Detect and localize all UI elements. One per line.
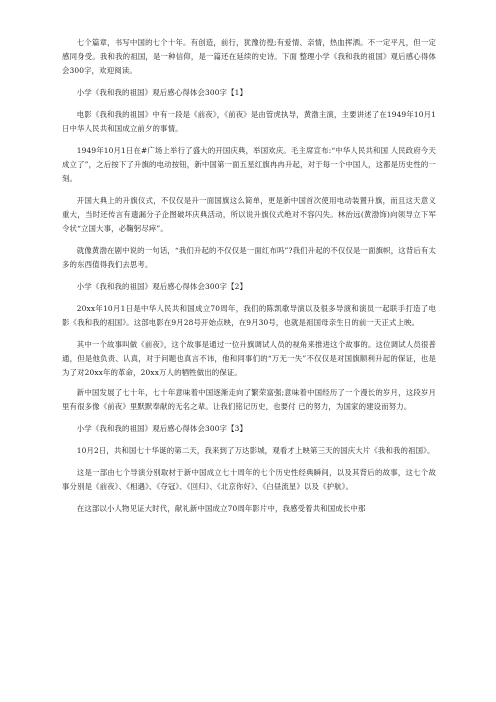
intro-paragraph: 七个篇章，书写中国的七个十年。有创造，前行，犹豫彷徨;有爱情、亲情，热血挥洒。不一定平凡，但一定感同身受。我和我的祖国，是一种信仰，是一篇还在延续的史诗。下面 整理小学《我和我的祖国》观后感心得体会300字，欢迎阅读。 bbox=[62, 38, 436, 75]
section-2-heading: 小学《我和我的祖国》观后感心得体会300字【2】 bbox=[76, 282, 248, 291]
section-1-heading: 小学《我和我的祖国》观后感心得体会300字【1】 bbox=[76, 88, 248, 97]
section-3-paragraph-2: 这是一部由七个导演分别取材于新中国成立七十周年的七个历史性经典瞬间，以及其背后的故事，这七个故事分别是《前夜》、《相遇》、《夺冠》、《回归》、《北京你好》、《白昼流星》以及《护航》。 bbox=[62, 468, 436, 491]
section-3-paragraph-3: 在这部以小人物见证大时代，献礼新中国成立70周年影片中，我感受着共和国成长中那 bbox=[76, 504, 366, 513]
section-1-paragraph-2: 1949年10月1日在#广场上举行了盛大的开国庆典，举国欢庆。毛主席宣布:“中华人民共和国 人民政府今天成立了”，之后按下了升旗的电动按钮，新中国第一面五星红旗冉冉升起，对于每一个中国人，这都是历史性的一刻。 bbox=[62, 146, 436, 183]
document-page bbox=[62, 36, 436, 524]
section-1-paragraph-1: 电影《我和我的祖国》中有一段是《前夜》，《前夜》是由管虎执导，黄渤主演，主要讲述了在1949年10月1日中华人民共和国成立前夕的事情。 bbox=[62, 110, 436, 133]
section-2-paragraph-3: 新中国发展了七十年，七十年意味着中国逐渐走向了繁荣富强;意味着中国经历了一个漫长的岁月，这段岁月里有很多像《前夜》里默默奉献的无名之辈。让我们铭记历史，也要付 已的努力，为国家的建设而努力。 bbox=[62, 388, 436, 411]
section-1-paragraph-4: 就像黄渤在剧中说的一句话，“我们升起的不仅仅是一面红布吗”?我们升起的不仅仅是一面旗帜，这背后有太多的东西值得我们去思考。 bbox=[62, 246, 436, 269]
section-3-paragraph-1: 10月2日，共和国七十华诞的第二天，我来到了万达影城，观看才上映第三天的国庆大片《我和我的祖国》。 bbox=[76, 446, 435, 455]
section-3-heading: 小学《我和我的祖国》观后感心得体会300字【3】 bbox=[76, 424, 248, 433]
section-1-paragraph-3: 开国大典上的升旗仪式，不仅仅是升一面国旗这么简单，更是新中国首次使用电动装置升旗，而且这天意义重大，当时还传言有遗漏分子企图破坏庆典活动，所以说升旗仪式绝对不容闪失。林治远(黄渤饰)向领导立下军令状“立国大事，必鞠躬尽瘁”。 bbox=[62, 196, 436, 233]
section-2-paragraph-1: 20xx年10月1日是中华人民共和国成立70周年，我们的陈凯歌导演以及很多导演和演员一起联手打造了电影《我和我的祖国》。这部电影在9月28号开始点映，在9月30号，也就是祖国母亲生日的前一天正式上映。 bbox=[62, 304, 436, 327]
section-2-paragraph-2: 其中一个故事叫做《前夜》，这个故事是通过一位升旗调试人员的视角来推进这个故事的。这位调试人员很普通，但是他负责、认真，对于问题也真言不讳，他和同事们的“万无一失”不仅仅是对国旗顺利升起的保证，也是为了对20xx年的革命，20xx万人的牺牲做出的保证。 bbox=[62, 340, 436, 377]
